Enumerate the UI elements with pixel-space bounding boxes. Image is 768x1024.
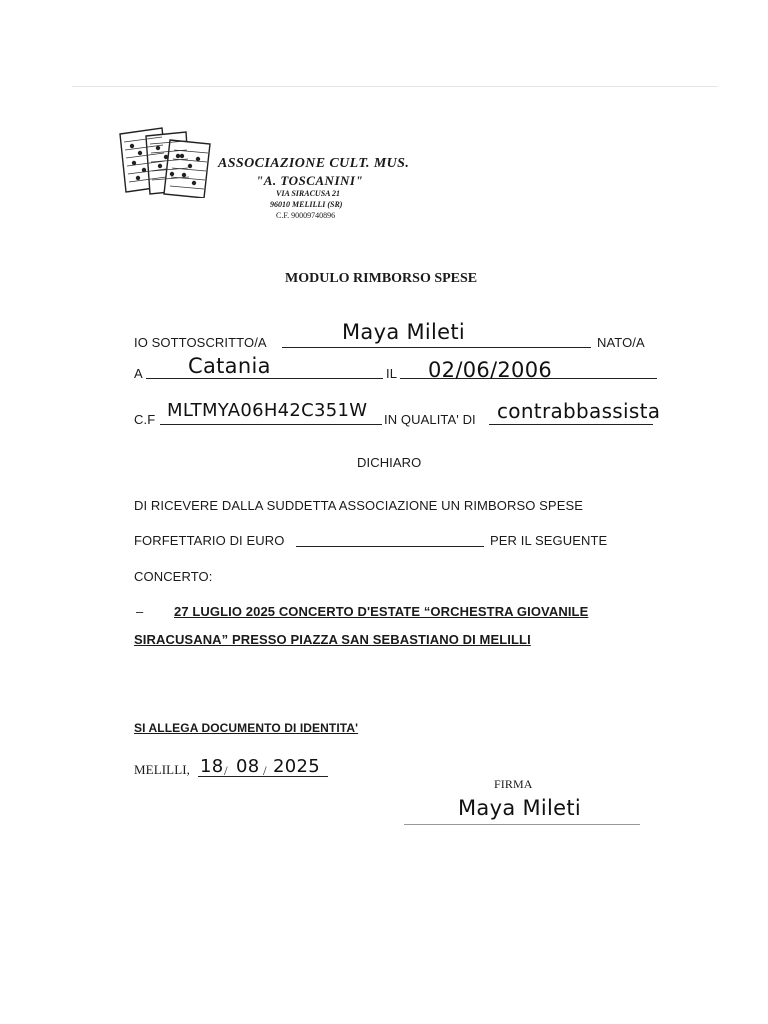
sottoscritto-label: IO SOTTOSCRITTO/A <box>134 335 267 350</box>
qualita-label: IN QUALITA' DI <box>384 412 476 427</box>
receive-text: DI RICEVERE DALLA SUDDETTA ASSOCIAZIONE UN RIMBORSO SPESE <box>134 498 584 513</box>
page-top-divider <box>72 86 718 87</box>
association-city: 96010 MELILLI (SR) <box>270 200 343 209</box>
date-separator-1: / <box>224 763 228 778</box>
date-year: 2025 <box>273 756 321 777</box>
date-month: 08 <box>236 756 260 777</box>
dichiaro-text: DICHIARO <box>357 455 422 470</box>
forfettario-label: FORFETTARIO DI EURO <box>134 533 285 548</box>
cf-label: C.F <box>134 412 156 427</box>
association-subtitle: "A. TOSCANINI" <box>256 173 364 188</box>
sottoscritto-value: Maya Mileti <box>342 320 466 344</box>
association-name: ASSOCIAZIONE CULT. MUS. <box>218 156 410 171</box>
concert-detail-line2: SIRACUSANA” PRESSO PIAZZA SAN SEBASTIANO DI MELILLI <box>134 632 531 647</box>
birthdate-value: 02/06/2006 <box>428 358 553 382</box>
firma-label: FIRMA <box>494 777 533 791</box>
birthplace-underline <box>146 378 383 379</box>
signature-line <box>404 824 640 825</box>
cf-value: MLTMYA06H42C351W <box>167 400 368 421</box>
form-title: MODULO RIMBORSO SPESE <box>285 271 478 286</box>
concerto-label: CONCERTO: <box>134 569 213 584</box>
sheet-music-icon <box>112 126 218 198</box>
nato-label: NATO/A <box>597 335 645 350</box>
date-separator-2: / <box>263 763 267 778</box>
sottoscritto-underline <box>282 347 591 348</box>
per-seguente-text: PER IL SEGUENTE <box>490 533 608 548</box>
birthplace-value: Catania <box>188 354 271 378</box>
place-label: MELILLI, <box>134 762 191 777</box>
signature-value: Maya Mileti <box>458 796 582 820</box>
attachment-note: SI ALLEGA DOCUMENTO DI IDENTITA' <box>134 721 359 735</box>
amount-underline <box>296 546 484 547</box>
date-day: 18 <box>200 756 224 777</box>
concert-detail-line1: 27 LUGLIO 2025 CONCERTO D'ESTATE “ORCHESTRA GIOVANILE <box>174 604 589 619</box>
list-dash: – <box>136 604 144 619</box>
a-label: A <box>134 366 143 381</box>
qualita-underline <box>489 424 653 425</box>
cf-underline <box>160 424 382 425</box>
qualita-value: contrabbassista <box>497 399 661 423</box>
association-cf: C.F. 90009740896 <box>276 211 336 220</box>
association-address: VIA SIRACUSA 21 <box>276 189 341 198</box>
il-label: IL <box>386 366 398 381</box>
